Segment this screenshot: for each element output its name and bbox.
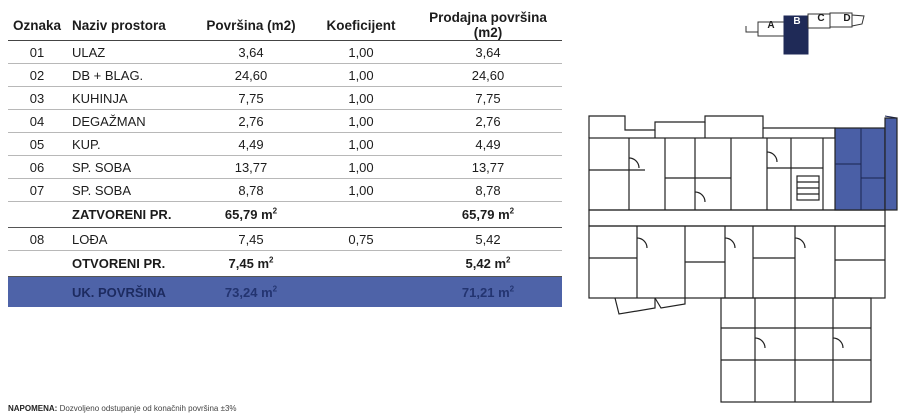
note-text: Dozvoljeno odstupanje od konačnih površina ±3% xyxy=(59,404,237,413)
table-row xyxy=(8,110,562,133)
header-code: Oznaka xyxy=(8,10,66,41)
cell-code: 06 xyxy=(8,156,66,179)
cell-coef: 1,00 xyxy=(308,133,414,156)
cell-coef: 1,00 xyxy=(308,87,414,110)
cell-code: 02 xyxy=(8,64,66,87)
cell-code: 01 xyxy=(8,41,66,64)
cell-sale: 8,78 xyxy=(414,179,562,202)
open-rows xyxy=(8,228,562,251)
floor-plan xyxy=(585,108,905,408)
cell-sale: 7,75 xyxy=(414,87,562,110)
closed-label: ZATVORENI PR. xyxy=(66,202,194,228)
open-label: OTVORENI PR. xyxy=(66,251,194,277)
cell-sale: 13,77 xyxy=(414,156,562,179)
open-sale: 5,42 $m^2$ xyxy=(414,251,562,277)
cell-name: DEGAŽMAN xyxy=(66,110,194,133)
open-subtotal-row xyxy=(8,251,562,277)
cell-area: 2,76 xyxy=(194,110,308,133)
table-row xyxy=(8,87,562,110)
cell-name: SP. SOBA xyxy=(66,179,194,202)
table-header-row xyxy=(8,10,562,41)
table-row xyxy=(8,64,562,87)
cell-name: DB + BLAG. xyxy=(66,64,194,87)
cell-coef: 0,75 xyxy=(308,228,414,251)
cell-coef: 1,00 xyxy=(308,41,414,64)
total-label: UK. POVRŠINA xyxy=(66,277,194,308)
key-plan-label-c: C xyxy=(817,13,825,24)
open-area: 7,45 $m^2$ xyxy=(194,251,308,277)
cell-code: 08 xyxy=(8,228,66,251)
cell-sale: 2,76 xyxy=(414,110,562,133)
note-label: NAPOMENA: xyxy=(8,404,58,413)
highlighted-apartment xyxy=(835,128,885,210)
table-row xyxy=(8,41,562,64)
key-plan xyxy=(742,10,870,58)
cell-sale: 3,64 xyxy=(414,41,562,64)
key-plan-label-b: B xyxy=(793,16,801,27)
cell-coef: 1,00 xyxy=(308,156,414,179)
cell-name: KUHINJA xyxy=(66,87,194,110)
cell-name: ULAZ xyxy=(66,41,194,64)
room-rows xyxy=(8,41,562,202)
closed-area: 65,79 $m^2$ xyxy=(194,202,308,228)
disclaimer-note xyxy=(8,404,237,413)
cell-area: 8,78 xyxy=(194,179,308,202)
cell-area: 7,75 xyxy=(194,87,308,110)
header-sale: Prodajna površina (m2) xyxy=(414,10,562,41)
cell-code: 05 xyxy=(8,133,66,156)
closed-sale: 65,79 $m^2$ xyxy=(414,202,562,228)
cell-sale: 24,60 xyxy=(414,64,562,87)
table-row xyxy=(8,228,562,251)
floor-plan-drawing xyxy=(585,108,905,408)
cell-area: 3,64 xyxy=(194,41,308,64)
total-sale: 71,21 $m^2$ xyxy=(414,277,562,308)
cell-name: KUP. xyxy=(66,133,194,156)
closed-subtotal-row xyxy=(8,202,562,228)
cell-code: 03 xyxy=(8,87,66,110)
cell-code: 04 xyxy=(8,110,66,133)
cell-coef: 1,00 xyxy=(308,110,414,133)
header-area: Površina (m2) xyxy=(194,10,308,41)
cell-name: SP. SOBA xyxy=(66,156,194,179)
header-name: Naziv prostora xyxy=(66,10,194,41)
cell-area: 4,49 xyxy=(194,133,308,156)
header-coef: Koeficijent xyxy=(308,10,414,41)
key-plan-label-a: A xyxy=(767,20,775,31)
cell-sale: 4,49 xyxy=(414,133,562,156)
cell-area: 13,77 xyxy=(194,156,308,179)
key-plan-label-d: D xyxy=(843,13,851,24)
cell-name: LOĐA xyxy=(66,228,194,251)
cell-sale: 5,42 xyxy=(414,228,562,251)
total-row xyxy=(8,277,562,308)
cell-coef: 1,00 xyxy=(308,179,414,202)
cell-area: 24,60 xyxy=(194,64,308,87)
area-table xyxy=(8,10,562,307)
table-row xyxy=(8,179,562,202)
table-row xyxy=(8,133,562,156)
total-area: 73,24 $m^2$ xyxy=(194,277,308,308)
table-row xyxy=(8,156,562,179)
cell-coef: 1,00 xyxy=(308,64,414,87)
cell-area: 7,45 xyxy=(194,228,308,251)
cell-code: 07 xyxy=(8,179,66,202)
